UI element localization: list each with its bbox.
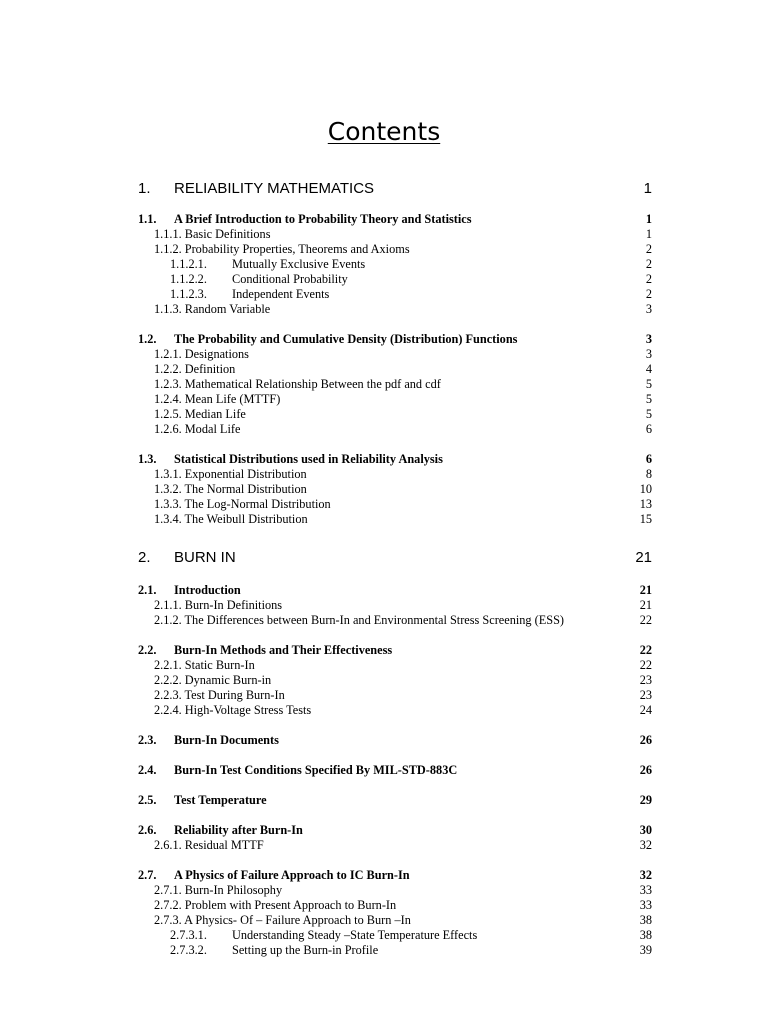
toc-entry-number: 2.2.2. (154, 673, 182, 687)
toc-entry-text: Mean Life (MTTF) (184, 392, 281, 406)
toc-entry[interactable] (0, 867, 768, 883)
toc-entry-text: Reliability after Burn-In (174, 823, 303, 837)
toc-entry-number: 2.7.3.1. (170, 928, 207, 942)
toc-entry-title (154, 672, 271, 688)
toc-entry[interactable] (0, 912, 768, 928)
toc-entry-page: 1 (645, 212, 652, 226)
toc-entry-number: 1.2.3. (154, 377, 182, 391)
toc-entry-page: 3 (645, 347, 652, 361)
toc-entry-number: 1.3.2. (154, 482, 182, 496)
toc-entry-number: 1.2. (138, 332, 157, 346)
toc-entry[interactable] (0, 346, 768, 362)
toc-entry-text: The Normal Distribution (184, 482, 307, 496)
toc-entry-number: 2.2.4. (154, 703, 182, 717)
toc-entry-text: Definition (184, 362, 236, 376)
toc-entry-page: 29 (639, 793, 652, 807)
toc-entry-page: 23 (639, 688, 652, 702)
toc-entry-number: 1.3. (138, 452, 157, 466)
toc-entry-number: 2.2.3. (154, 688, 182, 702)
toc-entry-page: 26 (639, 763, 652, 777)
toc-entry-page: 1 (643, 180, 652, 197)
toc-entry[interactable] (0, 942, 768, 958)
toc-entry-text: A Brief Introduction to Probability Theory and Statistics (174, 212, 472, 226)
toc-entry-number: 1.1.2.2. (170, 272, 207, 286)
toc-entry-text: Conditional Probability (232, 272, 348, 286)
toc-entry-text: The Differences between Burn-In and Environmental Stress Screening (ESS) (184, 613, 565, 627)
toc-entry-page: 10 (639, 482, 652, 496)
toc-entry-number: 2.7.1. (154, 883, 182, 897)
toc-entry[interactable] (0, 286, 768, 302)
toc-entry-title (154, 481, 307, 497)
toc-entry[interactable] (0, 837, 768, 853)
toc-entry-title (154, 301, 270, 317)
toc-entry[interactable] (0, 226, 768, 242)
toc-entry-page: 6 (645, 422, 652, 436)
toc-entry-page: 30 (639, 823, 652, 837)
toc-entry-title (154, 687, 285, 703)
toc-entry[interactable] (0, 582, 768, 598)
toc-entry-page: 32 (639, 838, 652, 852)
toc-entry[interactable] (0, 361, 768, 377)
toc-entry[interactable] (0, 597, 768, 613)
toc-entry-number: 1.1. (138, 212, 157, 226)
toc-entry-number: 1.2.1. (154, 347, 182, 361)
toc-entry-text: Independent Events (232, 287, 330, 301)
toc-entry-title (154, 361, 235, 377)
toc-entry[interactable] (0, 702, 768, 718)
toc-entry-title (154, 376, 441, 392)
toc-entry-number: 2.7. (138, 868, 157, 882)
toc-entry-number: 2.6. (138, 823, 157, 837)
page-title-text: Contents (327, 117, 441, 146)
toc-entry-text: Mutually Exclusive Events (232, 257, 366, 271)
toc-entry-page: 33 (639, 898, 652, 912)
toc-entry-page: 5 (645, 407, 652, 421)
toc-entry-number: 2.2. (138, 643, 157, 657)
toc-entry-text: Basic Definitions (184, 227, 271, 241)
toc-entry-number: 2.4. (138, 763, 157, 777)
toc-entry-number: 2.1.1. (154, 598, 182, 612)
toc-entry[interactable] (0, 331, 768, 347)
toc-entry-number: 1.2.6. (154, 422, 182, 436)
toc-entry[interactable] (0, 481, 768, 497)
toc-entry[interactable] (0, 406, 768, 422)
toc-entry-text: Static Burn-In (184, 658, 255, 672)
toc-entry-text: The Probability and Cumulative Density (Distribution) Functions (174, 332, 518, 346)
toc-entry-page: 6 (645, 452, 652, 466)
toc-entry[interactable] (0, 241, 768, 257)
toc-entry-number: 1.2.5. (154, 407, 182, 421)
toc-entry-number: 1.1.2.3. (170, 287, 207, 301)
toc-entry-page: 26 (639, 733, 652, 747)
toc-entry-number: 2.1.2. (154, 613, 182, 627)
toc-entry-page: 2 (645, 242, 652, 256)
toc-entry-number: 2.3. (138, 733, 157, 747)
toc-entry-title (154, 406, 246, 422)
toc-entry-text: Problem with Present Approach to Burn-In (184, 898, 397, 912)
toc-entry-number: 1.3.4. (154, 512, 182, 526)
toc-entry-number: 1. (138, 180, 151, 197)
toc-entry-text: The Weibull Distribution (184, 512, 308, 526)
toc-entry-number: 1.2.2. (154, 362, 182, 376)
toc-entry-title (154, 912, 411, 928)
toc-entry-text: Designations (184, 347, 249, 361)
toc-entry-number: 2.1. (138, 583, 157, 597)
toc-entry-page: 3 (645, 332, 652, 346)
toc-entry-text: A Physics- Of – Failure Approach to Burn –In (184, 913, 411, 927)
toc-entry-page: 4 (645, 362, 652, 376)
toc-entry[interactable] (0, 897, 768, 913)
toc-entry-title (154, 897, 396, 913)
toc-entry[interactable] (0, 211, 768, 227)
toc-entry-title (154, 657, 255, 673)
toc-entry-text: Burn-In Definitions (184, 598, 283, 612)
toc-entry-number: 2.7.3.2. (170, 943, 207, 957)
toc-entry-title (154, 612, 564, 628)
toc-entry-page: 22 (639, 613, 652, 627)
toc-entry-text: A Physics of Failure Approach to IC Burn-In (174, 868, 410, 882)
toc-entry-text: Burn-In Philosophy (184, 883, 283, 897)
toc-entry-number: 2.7.3. (154, 913, 182, 927)
toc-entry-number: 2.5. (138, 793, 157, 807)
toc-entry[interactable] (0, 376, 768, 392)
toc-entry[interactable] (0, 511, 768, 527)
toc-entry-page: 2 (645, 257, 652, 271)
toc-entry[interactable] (0, 882, 768, 898)
toc-entry[interactable] (0, 421, 768, 437)
toc-entry[interactable] (0, 547, 768, 569)
toc-entry-number: 2. (138, 549, 151, 566)
toc-entry-title (154, 226, 270, 242)
toc-entry[interactable] (0, 466, 768, 482)
toc-entry-text: Statistical Distributions used in Reliability Analysis (174, 452, 443, 466)
toc-entry-page: 22 (639, 643, 652, 657)
toc-entry-page: 38 (639, 913, 652, 927)
toc-entry[interactable] (0, 732, 768, 748)
toc-entry-number: 1.3.3. (154, 497, 182, 511)
toc-entry-page: 2 (645, 272, 652, 286)
toc-entry-text: RELIABILITY MATHEMATICS (174, 180, 375, 197)
toc-entry[interactable] (0, 451, 768, 467)
toc-entry-number: 1.1.2.1. (170, 257, 207, 271)
toc-entry-text: High-Voltage Stress Tests (184, 703, 312, 717)
toc-entry-number: 1.2.4. (154, 392, 182, 406)
toc-entry-text: Test Temperature (174, 793, 267, 807)
toc-entry-text: Understanding Steady –State Temperature Effects (232, 928, 478, 942)
toc-entry[interactable] (0, 301, 768, 317)
toc-entry-page: 39 (639, 943, 652, 957)
toc-entry-title (154, 511, 308, 527)
toc-entry-title (154, 882, 282, 898)
toc-entry[interactable] (0, 271, 768, 287)
toc-entry-text: Residual MTTF (184, 838, 264, 852)
toc-entry[interactable] (0, 657, 768, 673)
toc-entry-number: 1.1.1. (154, 227, 182, 241)
toc-entry[interactable] (0, 762, 768, 778)
toc-entry-page: 21 (635, 549, 652, 566)
toc-entry-page: 13 (639, 497, 652, 511)
toc-entry[interactable] (0, 256, 768, 272)
toc-entry-title (154, 837, 264, 853)
toc-entry-number: 2.2.1. (154, 658, 182, 672)
toc-entry[interactable] (0, 391, 768, 407)
toc-entry-page: 15 (639, 512, 652, 526)
toc-entry-text: Setting up the Burn-in Profile (232, 943, 379, 957)
toc-entry-text: Probability Properties, Theorems and Axioms (184, 242, 410, 256)
toc-entry-page: 2 (645, 287, 652, 301)
toc-entry-text: Modal Life (184, 422, 241, 436)
toc-entry[interactable] (0, 822, 768, 838)
toc-entry-page: 1 (645, 227, 652, 241)
toc-entry-page: 32 (639, 868, 652, 882)
toc-entry-title (154, 391, 280, 407)
toc-entry-title (154, 597, 282, 613)
toc-entry-title (154, 346, 249, 362)
toc-entry[interactable] (0, 687, 768, 703)
toc-entry-title (154, 496, 331, 512)
toc-entry-number: 1.1.3. (154, 302, 182, 316)
toc-entry-page: 5 (645, 377, 652, 391)
toc-entry[interactable] (0, 496, 768, 512)
toc-entry[interactable] (0, 612, 768, 628)
toc-entry-page: 33 (639, 883, 652, 897)
toc-entry-page: 23 (639, 673, 652, 687)
toc-entry-text: Exponential Distribution (184, 467, 307, 481)
toc-entry-text: BURN IN (174, 549, 236, 566)
toc-entry-text: Burn-In Test Conditions Specified By MIL-STD-883C (174, 763, 458, 777)
toc-entry-text: Test During Burn-In (184, 688, 285, 702)
toc-entry-page: 24 (639, 703, 652, 717)
toc-entry[interactable] (0, 672, 768, 688)
toc-entry[interactable] (0, 792, 768, 808)
toc-entry-text: Random Variable (184, 302, 271, 316)
toc-entry-text: Dynamic Burn-in (184, 673, 272, 687)
toc-entry-number: 2.6.1. (154, 838, 182, 852)
toc-entry-page: 21 (639, 598, 652, 612)
toc-entry-text: The Log-Normal Distribution (184, 497, 331, 511)
toc-entry-text: Mathematical Relationship Between the pdf and cdf (184, 377, 441, 391)
toc-entry-title (154, 702, 311, 718)
toc-entry-page: 21 (639, 583, 652, 597)
toc-entry-page: 38 (639, 928, 652, 942)
toc-entry-title (154, 421, 240, 437)
toc-entry[interactable] (0, 178, 768, 200)
toc-entry-page: 3 (645, 302, 652, 316)
toc-entry-page: 8 (645, 467, 652, 481)
toc-entry-title (154, 466, 307, 482)
toc-entry[interactable] (0, 642, 768, 658)
toc-entry-number: 1.3.1. (154, 467, 182, 481)
toc-entry-text: Burn-In Methods and Their Effectiveness (174, 643, 393, 657)
toc-entry-text: Median Life (184, 407, 246, 421)
toc-entry-number: 2.7.2. (154, 898, 182, 912)
toc-entry[interactable] (0, 927, 768, 943)
toc-entry-text: Introduction (174, 583, 241, 597)
toc-entry-text: Burn-In Documents (174, 733, 279, 747)
toc-entry-page: 5 (645, 392, 652, 406)
toc-entry-number: 1.1.2. (154, 242, 182, 256)
toc-entry-title (154, 241, 410, 257)
toc-entry-page: 22 (639, 658, 652, 672)
